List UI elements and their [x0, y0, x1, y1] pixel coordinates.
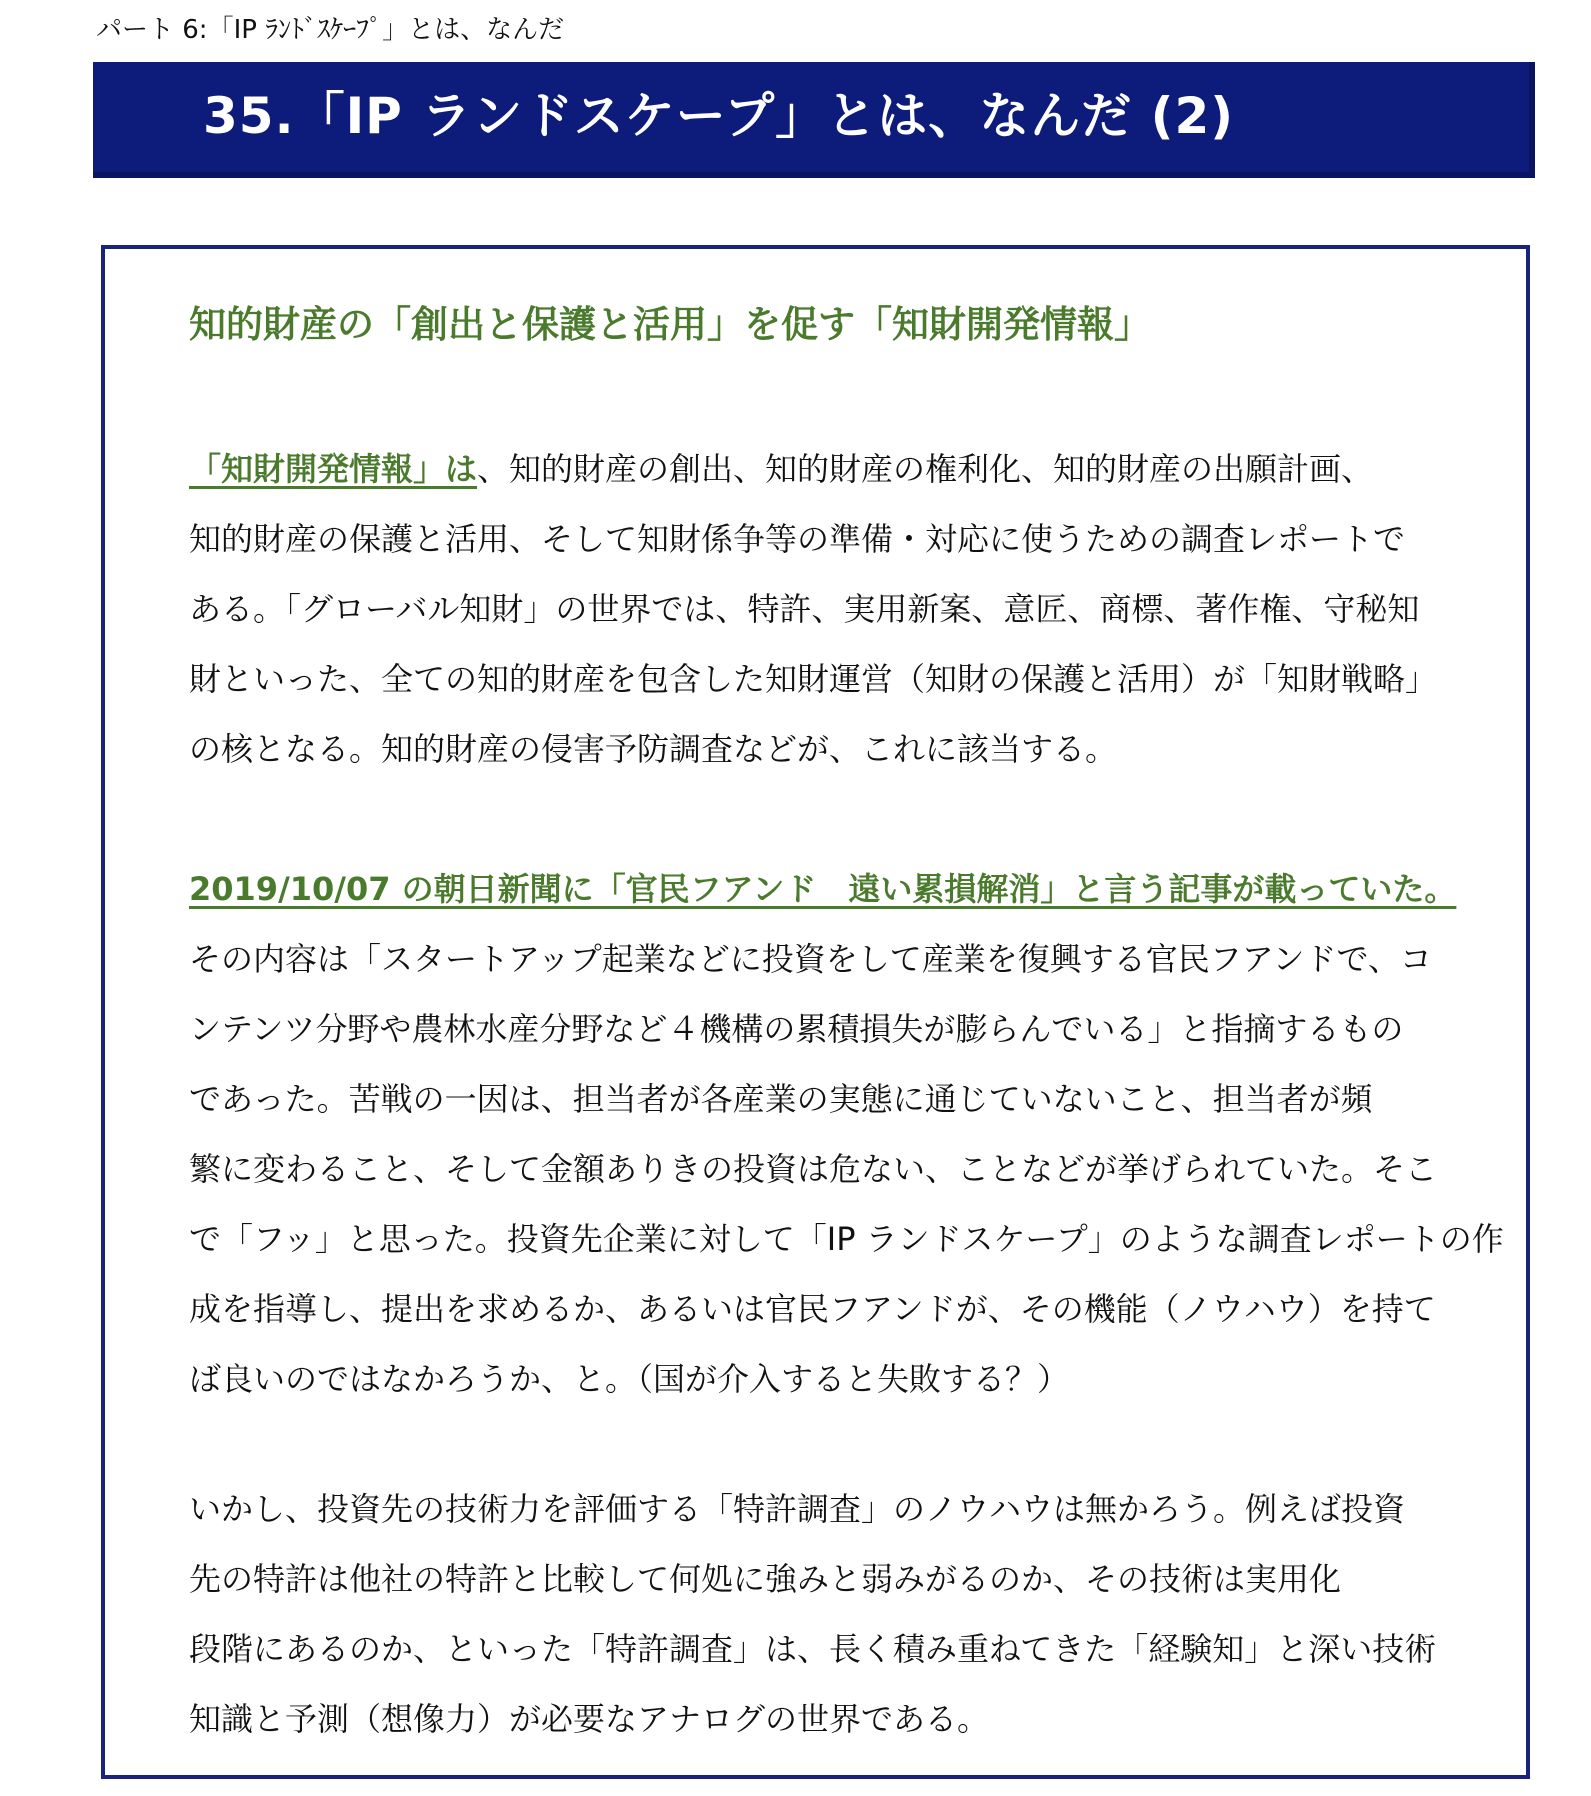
paragraph-2: [189, 854, 1504, 1414]
part-label: パート 6:「IP ﾗﾝﾄﾞｽｹｰﾌﾟ」とは、なんだ: [96, 15, 565, 45]
page-title: 35.「IP ランドスケープ」とは、なんだ (2): [203, 87, 1235, 145]
paragraph-2-line-7: 成を指導し、提出を求めるか、あるいは官民フアンドが、その機能（ノウハウ）を持て: [189, 1290, 1436, 1328]
news-highlight: 2019/10/07 の朝日新聞に「官民フアンド 遠い累損解消」と言う記事が載っていた。: [189, 870, 1457, 908]
paragraph-3-line-1: いかし、投資先の技術力を評価する「特許調査」のノウハウは無かろう。例えば投資: [189, 1490, 1406, 1528]
paragraph-1-line-2: 知的財産の保護と活用、そして知財係争等の準備・対応に使うための調査レポートで: [189, 520, 1406, 558]
section-heading: 知的財産の「創出と保護と活用」を促す「知財開発情報」: [189, 303, 1151, 346]
paragraph-1: [189, 434, 1489, 784]
paragraph-3-line-3: 段階にあるのか、といった「特許調査」は、長く積み重ねてきた「経験知」と深い技術: [189, 1630, 1437, 1668]
highlight-term: 「知財開発情報」は: [189, 450, 478, 488]
paragraph-1-line-3: ある。「グローバル知財」の世界では、特許、実用新案、意匠、商標、著作権、守秘知: [189, 590, 1420, 628]
content-box: [101, 245, 1530, 1779]
paragraph-3-line-2: 先の特許は他社の特許と比較して何処に強みと弱みがるのか、その技術は実用化: [189, 1560, 1342, 1598]
paragraph-2-line-3: ンテンツ分野や農林水産分野など４機構の累積損失が膨らんでいる」と指摘するもの: [189, 1010, 1404, 1048]
paragraph-2-line-6: で「フッ」と思った。投資先企業に対して「IP ランドスケープ」のような調査レポートの作: [189, 1220, 1504, 1258]
paragraph-2-line-4: であった。苦戦の一因は、担当者が各産業の実態に通じていないこと、担当者が頻: [189, 1080, 1373, 1118]
paragraph-1-line-1-rest: 、知的財産の創出、知的財産の権利化、知的財産の出願計画、: [477, 450, 1374, 488]
paragraph-1-line-5: の核となる。知的財産の侵害予防調査などが、これに該当する。: [189, 730, 1118, 768]
title-bar: [93, 62, 1535, 178]
paragraph-2-line-1: [189, 854, 1489, 924]
paragraph-2-line-8: ば良いのではなかろうか、と。（国が介入すると失敗する？）: [189, 1360, 1070, 1398]
paragraph-2-line-5: 繁に変わること、そして金額ありきの投資は危ない、ことなどが挙げられていた。そこ: [189, 1150, 1438, 1188]
paragraph-1-line-1: [189, 434, 1489, 504]
paragraph-3-line-4: 知識と予測（想像力）が必要なアナログの世界である。: [189, 1700, 990, 1738]
paragraph-3: [189, 1474, 1489, 1754]
paragraph-1-line-4: 財といった、全ての知的財産を包含した知財運営（知財の保護と活用）が「知財戦略」: [189, 660, 1438, 698]
paragraph-2-line-2: その内容は「スタートアップ起業などに投資をして産業を復興する官民フアンドで、コ: [189, 940, 1432, 978]
